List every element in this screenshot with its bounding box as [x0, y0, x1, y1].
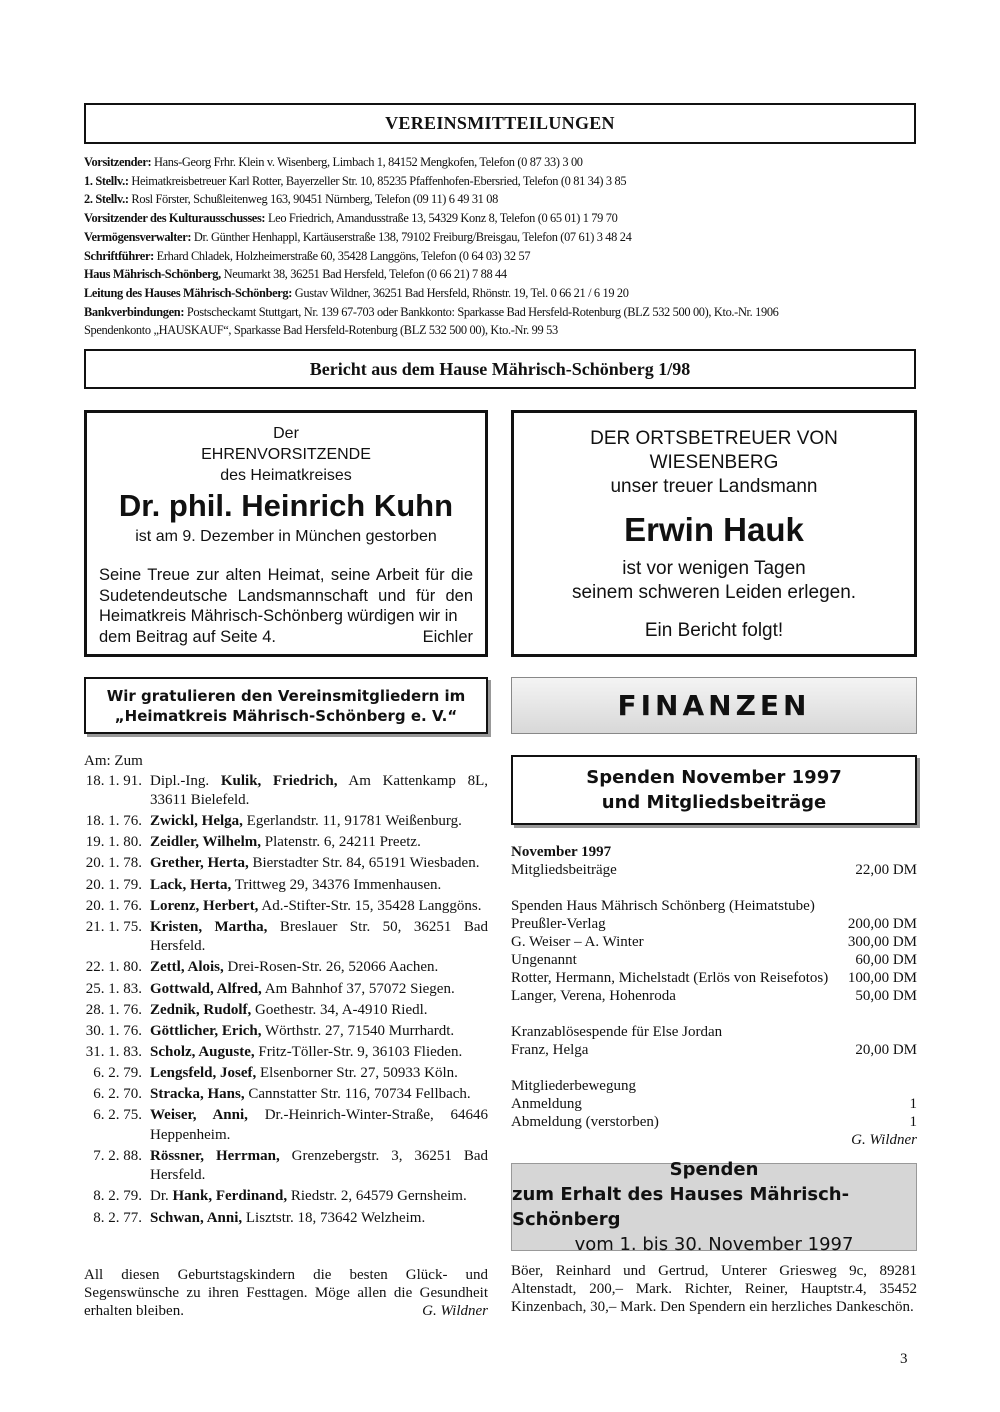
member-name: Zednik, Rudolf,	[150, 1001, 252, 1018]
birthday-date: 18. 1. 76.	[85, 813, 142, 830]
member-address: Goethestr. 34, A-4910 Riedl.	[251, 1001, 428, 1018]
spacer	[511, 1059, 917, 1077]
birthday-text	[150, 1187, 488, 1207]
info-text: Postscheckamt Stuttgart, Nr. 139 67-703 oder Bankkonto: Sparkasse Bad Hersfeld-Rotenburg (BLZ 532 500 00), Kto.-Nr. 1906	[184, 304, 779, 319]
spacer	[511, 879, 917, 897]
finance-label: Anmeldung	[511, 1096, 582, 1112]
member-name: Zettl, Alois,	[150, 959, 224, 976]
member-address: Grenzebergstr. 3, 36251 Bad Hersfeld.	[150, 1147, 488, 1184]
birthday-list	[84, 752, 488, 1230]
finance-group-title: Mitgliederbewegung	[511, 1078, 636, 1094]
association-info	[84, 153, 924, 340]
name-prefix: Dr.	[150, 1188, 173, 1205]
birthday-date: 19. 1. 80.	[85, 834, 142, 851]
member-address: Cannstatter Str. 116, 70734 Fellbach.	[244, 1086, 471, 1102]
member-name: Hank, Ferdinand,	[172, 1188, 288, 1205]
list-item	[84, 1022, 488, 1042]
birthday-text	[150, 812, 488, 832]
member-name: Gottwald, Alfred,	[150, 980, 262, 997]
finance-amount: 1	[909, 1114, 917, 1130]
list-item	[84, 1187, 488, 1207]
member-address: Riedstr. 2, 64579 Gernsheim.	[287, 1188, 467, 1205]
list-item	[84, 833, 488, 853]
info-label: Bankverbindungen:	[84, 304, 185, 319]
finance-row	[511, 951, 917, 969]
finance-label: Ungenannt	[511, 952, 577, 968]
list-item	[84, 1085, 488, 1105]
birthday-text	[150, 980, 488, 1000]
finance-row	[511, 1041, 917, 1059]
birthday-date: 8. 2. 79.	[93, 1188, 142, 1205]
obit-line: DER ORTSBETREUER VON	[590, 428, 838, 449]
obit-paragraph-end: dem Beitrag auf Seite 4.	[99, 627, 277, 646]
birthday-text	[150, 876, 488, 896]
finanzen-header: FINANZEN	[511, 677, 917, 734]
list-item	[84, 1147, 488, 1186]
member-name: Stracka, Hans,	[150, 1086, 245, 1102]
info-line	[84, 321, 924, 340]
finance-label: Franz, Helga	[511, 1042, 589, 1058]
obit-line: WIESENBERG	[649, 452, 779, 473]
member-name: Rössner, Herrman,	[150, 1147, 280, 1164]
member-name: Lack, Herta,	[150, 876, 232, 893]
birthday-header-line: Wir gratulieren den Vereinsmitgliedern im	[106, 686, 466, 705]
info-text: Spendenkonto „HAUSKAUF“, Sparkasse Bad Hersfeld-Rotenburg (BLZ 532 500 00), Kto.-Nr. 99 53	[84, 323, 558, 338]
obit-name: Dr. phil. Heinrich Kuhn	[118, 488, 454, 523]
finance-row	[511, 1095, 917, 1113]
member-name: Lorenz, Herbert,	[150, 897, 259, 914]
obit-line: ist am 9. Dezember in München gestorben	[135, 528, 437, 545]
finance-row	[511, 915, 917, 933]
birthday-date: 30. 1. 76.	[85, 1022, 142, 1039]
birthday-date: 6. 2. 79.	[93, 1064, 142, 1081]
member-name: Kristen, Martha,	[150, 918, 268, 935]
member-name: Scholz, Auguste,	[150, 1043, 255, 1060]
donations-house-line: zum Erhalt des Hauses Mährisch-Schönberg	[512, 1184, 850, 1230]
birthday-date: 7. 2. 88.	[93, 1147, 142, 1164]
signature: G. Wildner	[851, 1132, 917, 1148]
obit-signature: Eichler	[422, 627, 473, 646]
list-item	[84, 958, 488, 978]
birthday-list-header: Am: Zum	[84, 753, 143, 769]
finance-group-title: Spenden Haus Mährisch Schönberg (Heimatstube)	[511, 898, 815, 914]
info-label: Haus Mährisch-Schönberg,	[84, 267, 221, 282]
birthday-header-box	[84, 677, 488, 734]
obit-line: Der	[273, 425, 299, 442]
donations-house-text: Böer, Reinhard und Gertrud, Unterer Griesweg 9c, 89281 Altenstadt, 200,– Mark. Richter, Reiner, Hauptstr.4, 35452 Kinzenbach, 30,– Mark. Den Spendern ein herzliches Dankeschön.	[511, 1263, 917, 1315]
list-item	[84, 812, 488, 832]
info-line	[84, 190, 924, 209]
list-item	[84, 1001, 488, 1021]
list-item	[84, 980, 488, 1000]
finance-amount: 60,00 DM	[855, 952, 917, 968]
name-prefix: Dipl.-Ing.	[150, 772, 221, 789]
birthday-date: 18. 1. 91.	[85, 772, 142, 789]
finance-amount: 1	[909, 1096, 917, 1112]
member-name: Kulik, Friedrich,	[220, 772, 338, 789]
birthday-text	[150, 918, 488, 957]
member-address: Wörthstr. 27, 71540 Murrhardt.	[261, 1022, 455, 1039]
birthday-date: 31. 1. 83.	[85, 1043, 142, 1060]
info-line	[84, 172, 924, 191]
info-line	[84, 153, 924, 172]
member-name: Lengsfeld, Josef,	[150, 1064, 257, 1081]
signature: G. Wildner	[422, 1303, 488, 1319]
birthday-date: 20. 1. 76.	[85, 897, 142, 914]
list-item	[84, 1043, 488, 1063]
birthday-text	[150, 772, 488, 811]
obit-line: Ein Bericht folgt!	[644, 620, 784, 641]
finance-row	[511, 1113, 917, 1131]
birthday-date: 28. 1. 76.	[85, 1001, 142, 1018]
birthday-text	[150, 1064, 488, 1084]
birthday-text	[150, 958, 488, 978]
finance-amount: 22,00 DM	[855, 862, 917, 878]
birthday-text	[150, 1022, 488, 1042]
finance-label: Mitgliedsbeiträge	[511, 862, 617, 878]
finance-amount: 200,00 DM	[847, 916, 917, 932]
finance-row	[511, 969, 917, 987]
member-name: Göttlicher, Erich,	[150, 1022, 262, 1039]
birthday-date: 21. 1. 75.	[85, 918, 142, 935]
obit-line: des Heimatkreises	[220, 467, 352, 484]
birthday-date: 8. 2. 77.	[93, 1209, 142, 1226]
info-label: Vermögensverwalter:	[84, 229, 192, 244]
member-address: Trittweg 29, 34376 Immenhausen.	[231, 876, 442, 893]
obituary-hauk	[511, 410, 917, 657]
birthday-text	[150, 1043, 488, 1063]
member-address: Fritz-Töller-Str. 9, 36103 Flieden.	[254, 1043, 463, 1060]
info-label: Schriftführer:	[84, 248, 154, 263]
finance-row	[511, 987, 917, 1005]
info-label: Leitung des Hauses Mährisch-Schönberg:	[84, 285, 293, 300]
member-name: Grether, Herta,	[150, 855, 249, 872]
list-item	[84, 772, 488, 811]
info-line	[84, 265, 924, 284]
birthday-date: 22. 1. 80.	[85, 959, 142, 976]
finance-group-title: Kranzablösespende für Else Jordan	[511, 1024, 723, 1040]
section-header-vereinsmitteilungen: VEREINSMITTEILUNGEN	[84, 103, 916, 144]
obit-name: Erwin Hauk	[624, 511, 804, 548]
section-header-bericht: Bericht aus dem Hause Mährisch-Schönberg 1/98	[84, 349, 916, 389]
birthday-text	[150, 1085, 488, 1105]
birthday-closing	[84, 1266, 488, 1320]
info-text: Heimatkreisbetreuer Karl Rotter, Bayerzeller Str. 10, 85235 Pfaffenhofen-Ebersried, Telefon (0 81 34) 3 85	[128, 173, 627, 188]
obit-line: seinem schweren Leiden erlegen.	[571, 582, 857, 603]
obit-line: unser treuer Landsmann	[610, 476, 818, 497]
list-item	[84, 1064, 488, 1084]
finance-label: Preußler-Verlag	[511, 916, 606, 932]
donations-header-line: und Mitgliedsbeiträge	[601, 792, 827, 813]
member-address: Am Kattenkamp 8L, 33611 Bielefeld.	[150, 772, 488, 809]
birthday-text	[150, 1001, 488, 1021]
info-line	[84, 209, 924, 228]
finance-amount: 300,00 DM	[847, 934, 917, 950]
finance-amount: 100,00 DM	[847, 970, 917, 986]
finance-month: November 1997	[511, 844, 612, 860]
info-text: Dr. Günther Henhappl, Kartäuserstraße 138, 79102 Freiburg/Breisgau, Telefon (07 61) 3 48 24	[191, 229, 632, 244]
member-name: Weiser, Anni,	[150, 1107, 248, 1124]
birthday-text	[150, 897, 488, 917]
member-name: Schwan, Anni,	[150, 1209, 243, 1226]
donations-header-box	[511, 755, 917, 825]
member-address: Breslauer Str. 50, 36251 Bad Hersfeld.	[150, 918, 488, 955]
info-line	[84, 284, 924, 303]
birthday-date: 25. 1. 83.	[85, 980, 142, 997]
birthday-date: 20. 1. 79.	[85, 876, 142, 893]
member-address: Egerlandstr. 11, 91781 Weißenburg.	[242, 813, 462, 830]
member-address: Am Bahnhof 37, 57072 Siegen.	[261, 980, 455, 997]
finance-label: Abmeldung (verstorben)	[511, 1114, 659, 1130]
donations-header-line: Spenden November 1997	[586, 767, 842, 788]
birthday-date: 6. 2. 70.	[93, 1086, 142, 1102]
page-number: 3	[900, 1351, 908, 1367]
birthday-text	[150, 1209, 488, 1229]
birthday-text	[150, 1147, 488, 1186]
birthday-date: 6. 2. 75.	[93, 1107, 142, 1124]
list-item	[84, 1106, 488, 1145]
birthday-text	[150, 854, 488, 874]
finance-list	[511, 843, 917, 1149]
spacer	[511, 1005, 917, 1023]
obit-line: ist vor wenigen Tagen	[622, 558, 806, 579]
info-label: Vorsitzender des Kulturausschusses:	[84, 211, 266, 226]
donations-house-period: vom 1. bis 30. November 1997	[574, 1234, 854, 1255]
member-address: Ad.-Stifter-Str. 15, 35428 Langgöns.	[258, 897, 482, 914]
member-name: Zwickl, Helga,	[150, 813, 243, 830]
donations-house-box	[511, 1159, 917, 1255]
birthday-text	[150, 1106, 488, 1145]
info-label: 2. Stellv.:	[84, 192, 129, 207]
info-text: Leo Friedrich, Amandusstraße 13, 54329 Konz 8, Telefon (0 65 01) 1 79 70	[265, 211, 618, 226]
finance-label: Rotter, Hermann, Michelstadt (Erlös von Reisefotos)	[511, 970, 829, 986]
obit-line: EHRENVORSITZENDE	[201, 446, 371, 463]
member-address: Drei-Rosen-Str. 26, 52066 Aachen.	[223, 959, 439, 976]
info-line	[84, 303, 924, 322]
member-address: Platenstr. 6, 24211 Preetz.	[260, 834, 421, 851]
closing-text: All diesen Geburtstagskindern die besten Glück- und Segenswünsche zu ihren Festtagen. Möge allen die Gesundheit erhalten bleiben.	[84, 1267, 488, 1319]
info-text: Hans-Georg Frhr. Klein v. Wisenberg, Limbach 1, 84152 Mengkofen, Telefon (0 87 33) 3 00	[151, 155, 583, 169]
member-address: Elsenborner Str. 27, 50933 Köln.	[256, 1064, 458, 1081]
info-text: Erhard Chladek, Holzheimerstraße 60, 35428 Langgöns, Telefon (0 64 03) 32 57	[153, 248, 531, 263]
info-label: 1. Stellv.:	[84, 173, 129, 188]
obit-paragraph-text: Seine Treue zur alten Heimat, seine Arbeit für die Sudetendeutsche Landsmannschaft und für den Heimatkreis Mährisch-Schönberg würdigen wir in	[99, 566, 473, 625]
member-address: Dr.-Heinrich-Winter-Straße, 64646 Heppenheim.	[150, 1107, 489, 1143]
info-text: Rosl Förster, Schußleitenweg 163, 90451 Nürnberg, Telefon (09 11) 6 49 31 08	[128, 192, 498, 207]
obituary-kuhn	[84, 410, 488, 657]
finance-label: G. Weiser – A. Winter	[511, 934, 644, 950]
member-address: Bierstadter Str. 84, 65191 Wiesbaden.	[248, 855, 480, 872]
info-label: Vorsitzender:	[84, 155, 152, 169]
info-line	[84, 247, 924, 266]
birthday-text	[150, 833, 488, 853]
list-item	[84, 854, 488, 874]
info-line	[84, 228, 924, 247]
finance-row	[511, 861, 917, 879]
list-item	[84, 876, 488, 896]
obit-paragraph	[87, 565, 485, 647]
finance-label: Langer, Verena, Hohenroda	[511, 988, 676, 1004]
info-text: Neumarkt 38, 36251 Bad Hersfeld, Telefon (0 66 21) 7 88 44	[220, 267, 507, 282]
finance-amount: 50,00 DM	[855, 988, 917, 1004]
birthday-date: 20. 1. 78.	[85, 855, 142, 872]
list-item	[84, 897, 488, 917]
birthday-header-line: „Heimatkreis Mährisch-Schönberg e. V.“	[114, 706, 458, 725]
donations-house-line: Spenden	[669, 1159, 759, 1180]
info-text: Gustav Wildner, 36251 Bad Hersfeld, Rhönstr. 19, Tel. 0 66 21 / 6 19 20	[292, 285, 629, 300]
member-address: Lisztstr. 18, 73642 Welzheim.	[242, 1209, 426, 1226]
finance-row	[511, 933, 917, 951]
list-item	[84, 1209, 488, 1229]
list-item	[84, 918, 488, 957]
member-name: Zeidler, Wilhelm,	[150, 834, 261, 851]
finance-amount: 20,00 DM	[855, 1042, 917, 1058]
